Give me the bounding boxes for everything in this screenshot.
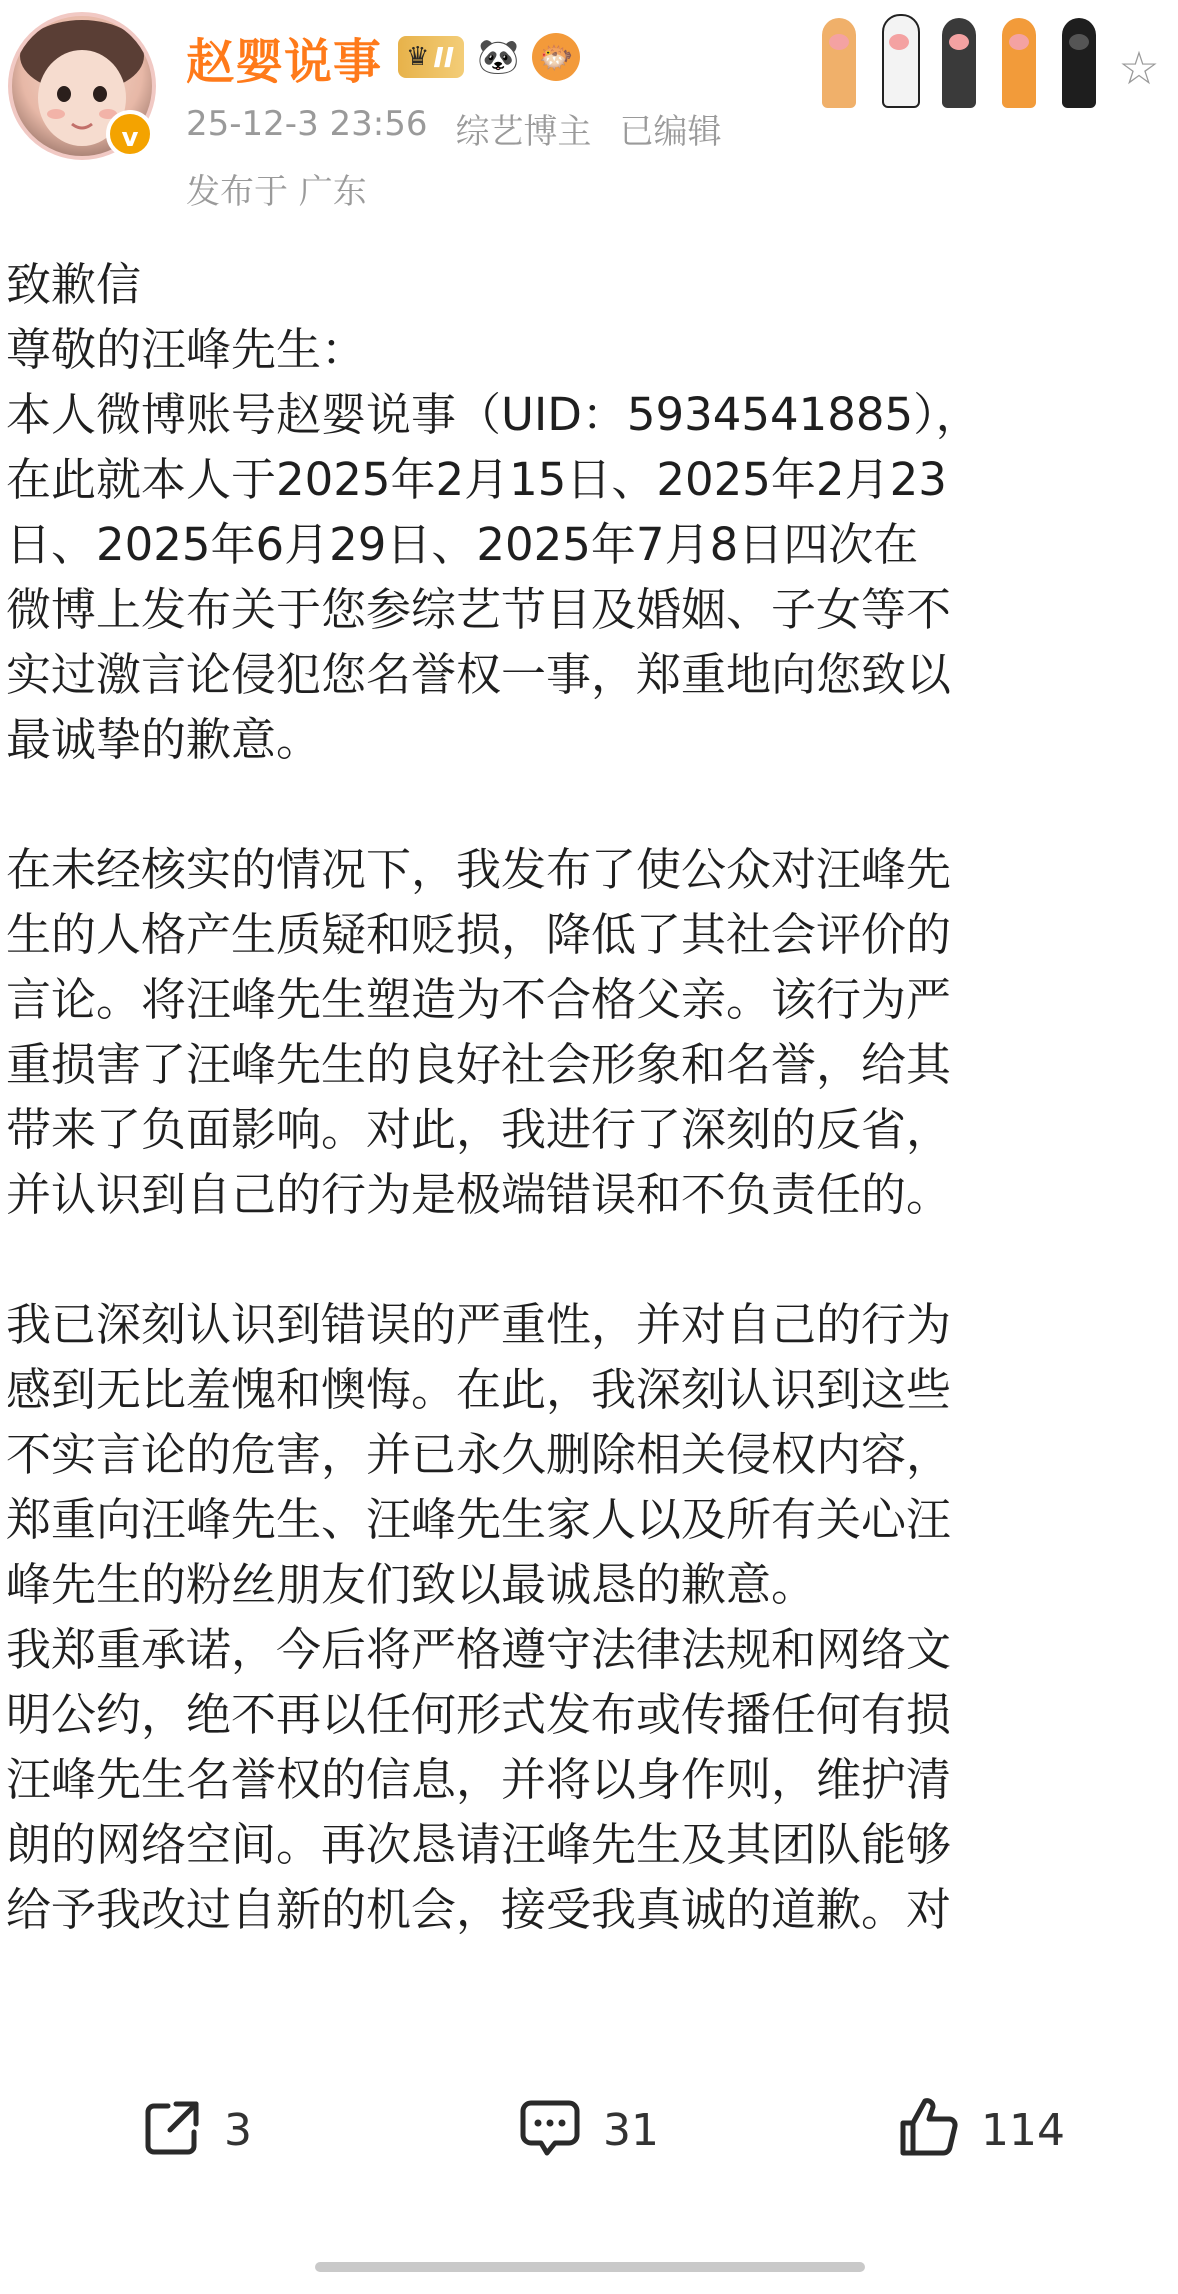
post-datetime: 25-12-3 23:56 — [186, 104, 428, 144]
comment-icon — [517, 2095, 583, 2165]
author-name[interactable]: 赵婴说事 — [186, 33, 383, 90]
body-line: 最诚挚的歉意。 — [6, 713, 322, 766]
body-line: 在此就本人于2025年2月15日、2025年2月23 — [6, 453, 947, 506]
action-bar — [0, 2060, 1178, 2200]
author-role: 综艺博主 — [455, 112, 592, 152]
body-paragraph-gap — [6, 772, 1168, 837]
body-line: 不实言论的危害，并已永久删除相关侵权内容， — [6, 1428, 952, 1481]
body-line: 峰先生的粉丝朋友们致以最诚恳的歉意。 — [6, 1558, 817, 1611]
body-line: 致歉信 — [6, 258, 142, 311]
avatar[interactable] — [8, 12, 158, 162]
repost-button[interactable] — [0, 2070, 392, 2190]
favorite-star-icon[interactable]: ☆ — [1118, 41, 1160, 95]
cat-paw-icon — [812, 0, 866, 108]
level-label: II — [433, 40, 455, 74]
cat-paw-icon — [1052, 0, 1106, 108]
fish-badge-icon[interactable]: 🐡 — [532, 33, 580, 81]
body-paragraph-gap — [6, 1227, 1168, 1292]
body-line: 郑重向汪峰先生、汪峰先生家人以及所有关心汪 — [6, 1493, 952, 1546]
body-line: 感到无比羞愧和懊悔。在此，我深刻认识到这些 — [6, 1363, 952, 1416]
post-body — [6, 252, 1168, 2022]
home-indicator[interactable] — [315, 2262, 865, 2272]
cat-paw-icon — [992, 0, 1046, 108]
cat-paw-icon — [872, 0, 926, 108]
post-meta — [186, 104, 722, 153]
post-header — [0, 0, 1178, 215]
share-icon — [140, 2096, 204, 2164]
edited-label[interactable]: 已编辑 — [619, 112, 722, 152]
comment-button[interactable] — [392, 2070, 784, 2190]
body-line: 给予我改过自新的机会，接受我真诚的道歉。对 — [6, 1883, 952, 1936]
post-location: 发布于 广东 — [186, 172, 367, 212]
body-line: 汪峰先生名誉权的信息，并将以身作则，维护清 — [6, 1753, 952, 1806]
thumbs-up-icon — [895, 2095, 961, 2165]
level-badge[interactable] — [398, 36, 464, 78]
comment-count: 31 — [603, 2104, 659, 2156]
panda-badge-icon[interactable]: 🐼 — [474, 33, 522, 81]
body-line: 并认识到自己的行为是极端错误和不负责任的。 — [6, 1168, 952, 1221]
body-line: 言论。将汪峰先生塑造为不合格父亲。该行为严 — [6, 973, 952, 1026]
body-line: 我已深刻认识到错误的严重性，并对自己的行为 — [6, 1298, 952, 1351]
repost-count: 3 — [224, 2104, 252, 2156]
body-line: 带来了负面影响。对此，我进行了深刻的反省， — [6, 1103, 952, 1156]
like-button[interactable] — [784, 2070, 1176, 2190]
body-line: 朗的网络空间。再次恳请汪峰先生及其团队能够 — [6, 1818, 952, 1871]
author-row — [186, 22, 580, 92]
body-line: 明公约，绝不再以任何形式发布或传播任何有损 — [6, 1688, 952, 1741]
decorative-cat-paws — [812, 0, 1166, 110]
body-line: 重损害了汪峰先生的良好社会形象和名誉，给其 — [6, 1038, 952, 1091]
crown-icon: ♛ — [406, 42, 430, 72]
content-fade — [0, 1950, 1178, 2040]
body-line: 我郑重承诺，今后将严格遵守法律法规和网络文 — [6, 1623, 952, 1676]
body-line: 实过激言论侵犯您名誉权一事，郑重地向您致以 — [6, 648, 952, 701]
body-line: 在未经核实的情况下，我发布了使公众对汪峰先 — [6, 843, 952, 896]
verified-badge-icon: v — [106, 110, 154, 158]
body-line: 尊敬的汪峰先生： — [6, 323, 367, 376]
body-line: 微博上发布关于您参综艺节目及婚姻、子女等不 — [6, 583, 952, 636]
like-count: 114 — [981, 2104, 1065, 2156]
body-line: 生的人格产生质疑和贬损，降低了其社会评价的 — [6, 908, 952, 961]
cat-paw-icon — [932, 0, 986, 108]
body-line: 本人微博账号赵婴说事（UID：5934541885）， — [6, 388, 981, 441]
body-line: 日、2025年6月29日、2025年7月8日四次在 — [6, 518, 919, 571]
